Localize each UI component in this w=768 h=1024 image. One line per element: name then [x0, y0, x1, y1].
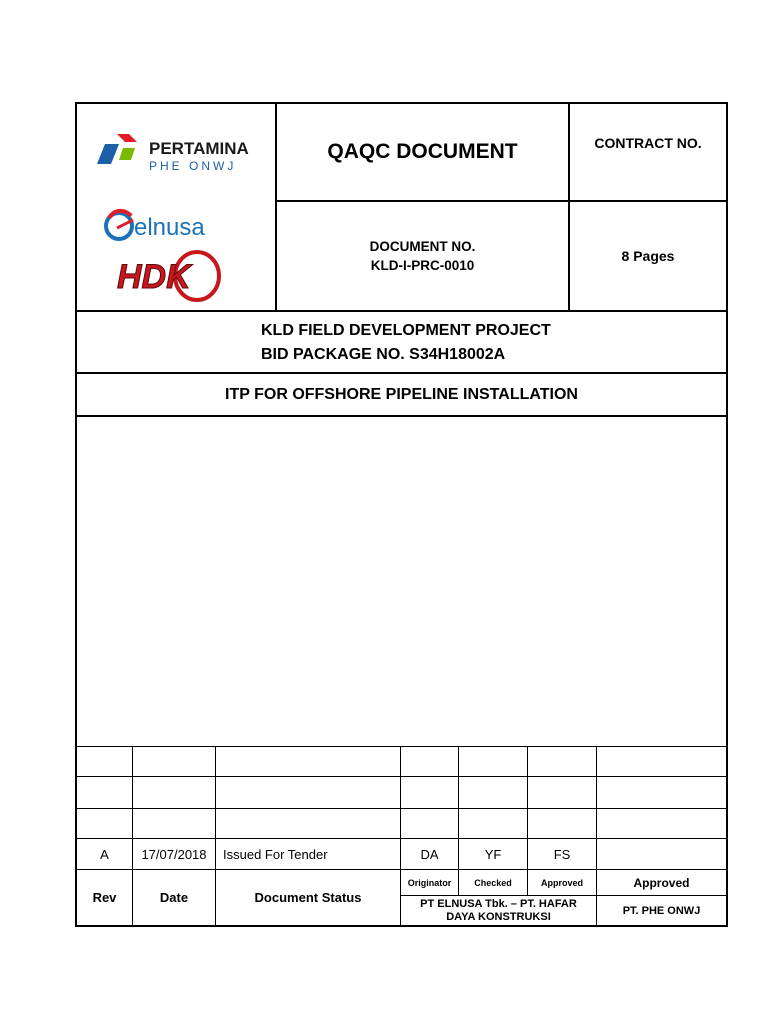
approved-small-header: Approved	[540, 877, 583, 888]
document-number-label: DOCUMENT NO.	[369, 239, 476, 254]
company-name: PT. PHE ONWJ	[622, 904, 701, 917]
status-cell: Issued For Tender	[223, 846, 328, 862]
pertamina-logo-sub: PHE ONWJ	[149, 159, 237, 173]
originator-header: Originator	[407, 877, 452, 888]
page-count: 8 Pages	[621, 248, 675, 264]
rev-cell: A	[100, 846, 109, 862]
document-status-header: Document Status	[254, 890, 362, 905]
project-block	[261, 319, 551, 367]
elnusa-logo	[103, 206, 233, 246]
contractor-name: PT ELNUSA Tbk. – PT. HAFAR DAYA KONSTRUKSI	[420, 897, 577, 923]
contract-label: CONTRACT NO.	[594, 135, 702, 151]
divider	[77, 415, 726, 417]
divider	[77, 310, 726, 312]
document-title: ITP FOR OFFSHORE PIPELINE INSTALLATION	[225, 385, 578, 403]
date-header: Date	[159, 890, 189, 905]
approved-cell: FS	[553, 846, 571, 862]
approved-header: Approved	[633, 875, 690, 890]
hdk-logo-name: HDK	[117, 258, 191, 296]
date-cell: 17/07/2018	[141, 846, 207, 862]
project-name: KLD FIELD DEVELOPMENT PROJECT	[261, 322, 551, 339]
checked-header: Checked	[474, 877, 512, 888]
document-number: KLD-I-PRC-0010	[370, 258, 475, 273]
hdk-logo	[111, 246, 226, 304]
pertamina-logo-name: PERTAMINA	[149, 139, 249, 158]
document-number-block	[277, 202, 568, 310]
elnusa-logo-name: elnusa	[134, 214, 205, 241]
pertamina-logo	[91, 130, 261, 180]
originator-cell: DA	[420, 846, 439, 862]
checked-cell: YF	[484, 846, 502, 862]
document-type: QAQC DOCUMENT	[327, 140, 518, 163]
bid-package: BID PACKAGE NO. S34H18002A	[261, 346, 506, 363]
document-cover	[75, 102, 728, 927]
rev-header: Rev	[92, 890, 117, 905]
